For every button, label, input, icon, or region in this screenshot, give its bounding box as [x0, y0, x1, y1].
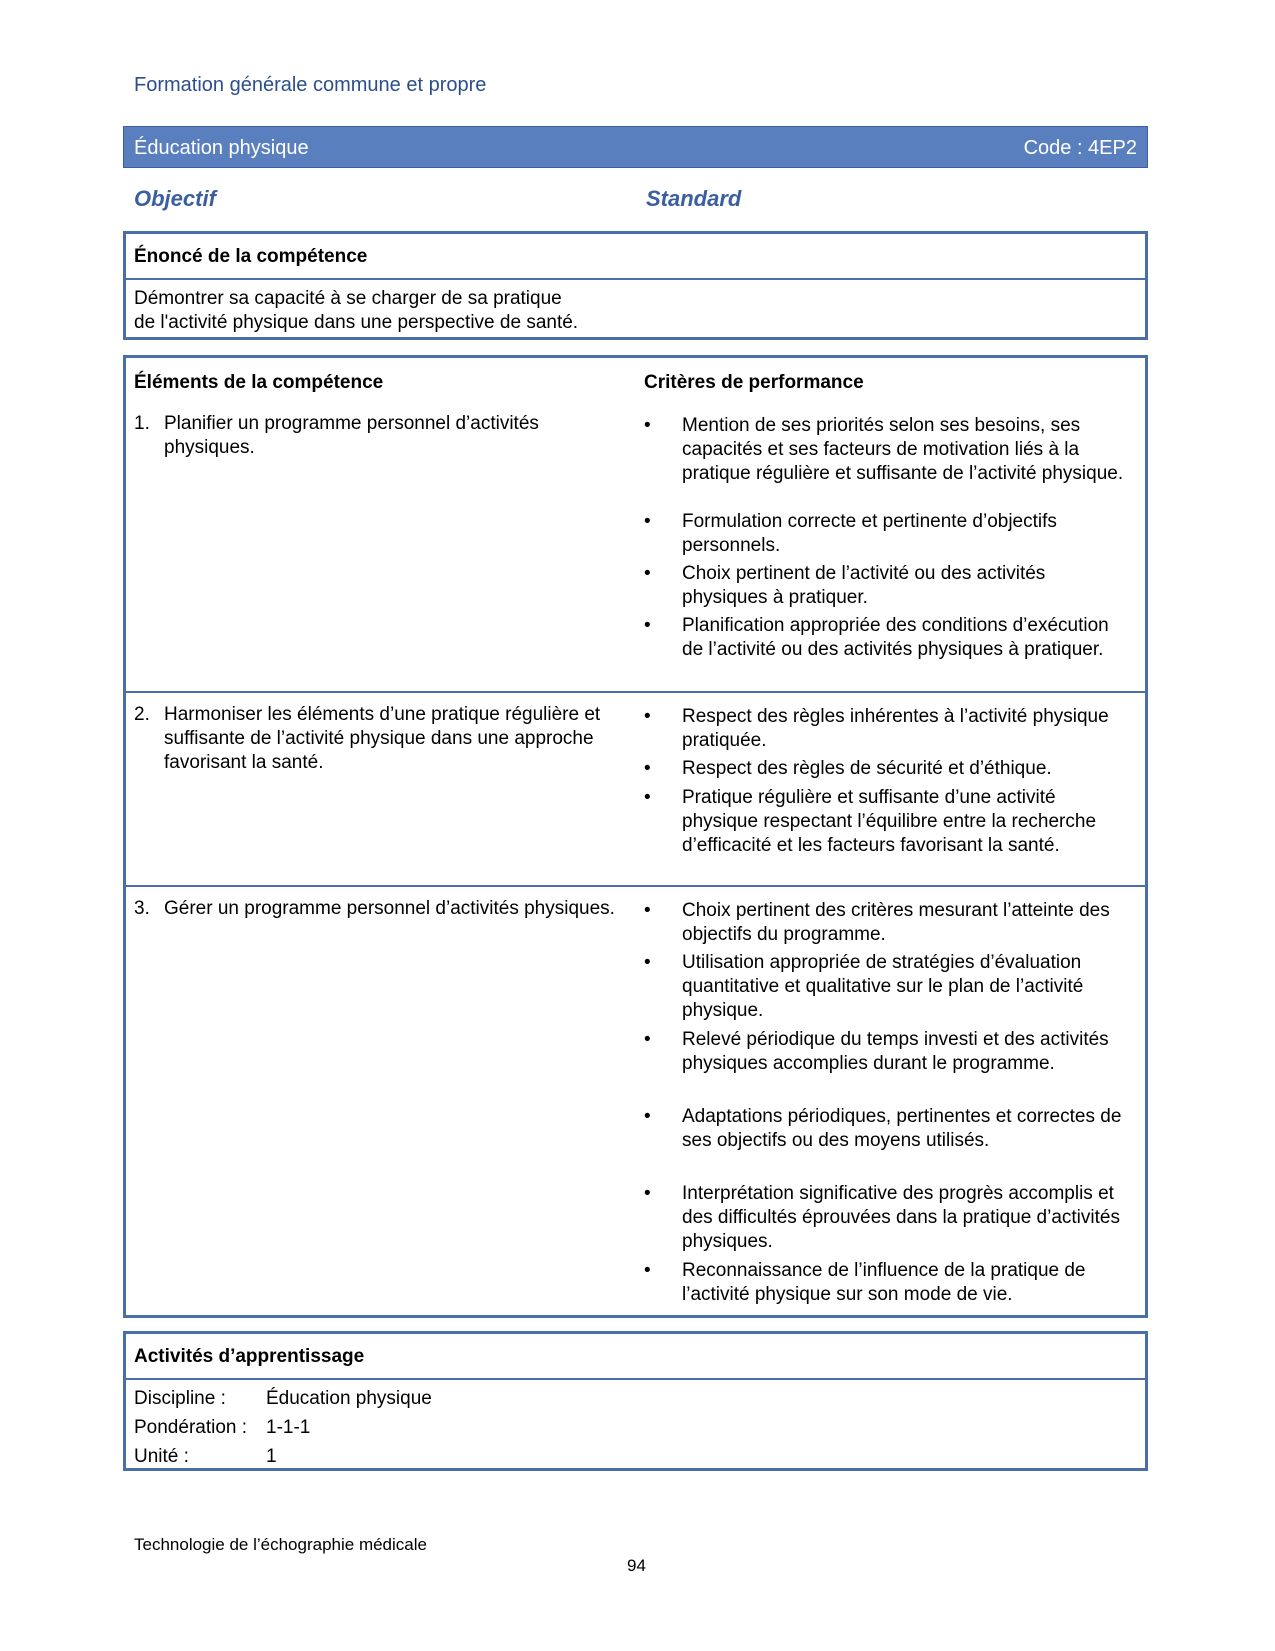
activites-heading: Activités d’apprentissage — [134, 1346, 365, 1367]
row-divider — [126, 691, 1145, 693]
criterion-text: Choix pertinent de l’activité ou des activités physiques à pratiquer. — [682, 563, 1046, 608]
enonce-line-2: de l'activité physique dans une perspective de santé. — [134, 312, 579, 333]
ponderation-value: 1-1-1 — [266, 1417, 311, 1438]
footer-text: Technologie de l’échographie médicale — [134, 1535, 427, 1554]
enonce-box — [123, 231, 1148, 340]
ponderation-line — [134, 1417, 310, 1439]
bullet-icon: • — [644, 1260, 651, 1281]
element-number: 1. — [134, 413, 150, 434]
bullet-icon: • — [644, 758, 651, 779]
element-number: 3. — [134, 898, 150, 919]
criterion-text: Mention de ses priorités selon ses besoins, ses capacités et ses facteurs de motivation liés à la pratique régulière et suffisante de l’activité physique. — [682, 415, 1124, 484]
elements-table — [123, 355, 1148, 1318]
enonce-heading: Énoncé de la compétence — [134, 246, 368, 267]
bullet-icon: • — [644, 615, 651, 636]
element-text: Planifier un programme personnel d’activités physiques. — [164, 413, 539, 458]
criteria-column-header: Critères de performance — [644, 372, 864, 393]
unite-label: Unité : — [134, 1446, 189, 1467]
bullet-icon: • — [644, 706, 651, 727]
discipline-label: Discipline : — [134, 1388, 226, 1409]
unite-value: 1 — [266, 1446, 277, 1467]
unite-line — [134, 1446, 277, 1468]
enonce-header — [126, 234, 1145, 280]
criterion-text: Planification appropriée des conditions d’exécution de l’activité ou des activités physiques à pratiquer. — [682, 615, 1109, 660]
row-divider — [126, 885, 1145, 887]
criterion-text: Choix pertinent des critères mesurant l’atteinte des objectifs du programme. — [682, 900, 1110, 945]
criterion-text: Interprétation significative des progrès accomplis et des difficultés éprouvées dans la pratique d’activités physiques. — [682, 1183, 1120, 1252]
criterion-text: Adaptations périodiques, pertinentes et correctes de ses objectifs ou des moyens utilisés. — [682, 1106, 1122, 1151]
activites-header — [126, 1334, 1145, 1380]
page-number: 94 — [627, 1556, 646, 1575]
discipline-line — [134, 1388, 432, 1410]
criterion-text: Respect des règles de sécurité et d’éthique. — [682, 758, 1052, 779]
course-code: Code : 4EP2 — [1023, 137, 1137, 159]
bullet-icon: • — [644, 1183, 651, 1204]
bullet-icon: • — [644, 415, 651, 436]
element-text: Harmoniser les éléments d’une pratique régulière et suffisante de l’activité physique dans une approche favorisant la santé. — [164, 704, 601, 773]
bullet-icon: • — [644, 511, 651, 532]
activites-box — [123, 1331, 1148, 1471]
criterion-text: Utilisation appropriée de stratégies d’évaluation quantitative et qualitative sur le plan de l’activité physique. — [682, 952, 1084, 1021]
enonce-text — [134, 287, 654, 335]
course-title: Éducation physique — [134, 137, 309, 159]
criterion-text: Relevé périodique du temps investi et des activités physiques accomplies durant le programme. — [682, 1029, 1109, 1074]
criterion-text: Reconnaissance de l’influence de la pratique de l’activité physique sur son mode de vie. — [682, 1260, 1086, 1305]
element-text: Gérer un programme personnel d’activités physiques. — [164, 898, 615, 919]
bullet-icon: • — [644, 952, 651, 973]
bullet-icon: • — [644, 1029, 651, 1050]
objectif-label: Objectif — [134, 186, 216, 211]
criterion-text: Respect des règles inhérentes à l’activité physique pratiquée. — [682, 706, 1109, 751]
page-subtitle: Formation générale commune et propre — [134, 74, 487, 96]
enonce-line-1: Démontrer sa capacité à se charger de sa pratique — [134, 288, 562, 309]
criterion-text: Pratique régulière et suffisante d’une activité physique respectant l’équilibre entre la recherche d’efficacité et les facteurs favorisant la santé. — [682, 787, 1097, 856]
discipline-value: Éducation physique — [266, 1388, 432, 1409]
element-number: 2. — [134, 704, 150, 725]
elements-column-header: Éléments de la compétence — [134, 372, 384, 393]
bullet-icon: • — [644, 787, 651, 808]
bullet-icon: • — [644, 900, 651, 921]
criterion-text: Formulation correcte et pertinente d’objectifs personnels. — [682, 511, 1057, 556]
standard-label: Standard — [646, 186, 742, 211]
course-title-bar — [123, 126, 1148, 168]
bullet-icon: • — [644, 1106, 651, 1127]
bullet-icon: • — [644, 563, 651, 584]
ponderation-label: Pondération : — [134, 1417, 248, 1438]
